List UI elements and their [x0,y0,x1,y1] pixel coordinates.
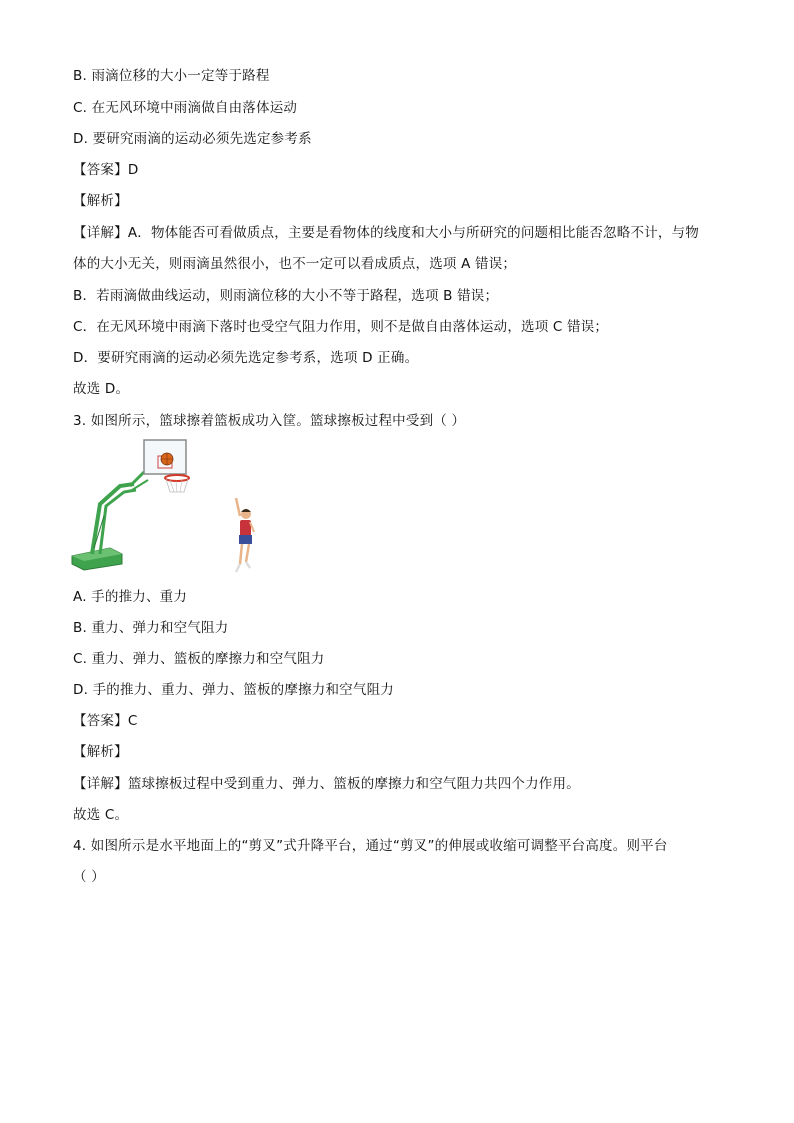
q3-answer [73,712,137,730]
q3-detail [73,775,580,793]
detail-text: 篮球擦板过程中受到重力、弹力、篮板的摩擦力和空气阻力共四个力作用。 [127,776,580,792]
basketball-icon [161,453,173,465]
q2-option-c: C. 在无风环境中雨滴做自由落体运动 [73,100,298,116]
q3-stem: 3. 如图所示，篮球擦着篮板成功入筐。篮球擦板过程中受到（ ） [73,413,466,429]
q3-analysis-label: 【解析】 [73,744,128,760]
detail-a-text: A．物体能否可看做质点，主要是看物体的线度和大小与所研究的问题相比能否忽略不计，与物 [127,225,699,241]
basketball-stand [72,472,148,570]
basketball-hoop [165,475,189,492]
q2-detail-a-line1 [73,224,699,242]
answer-label: 【答案】 [73,162,128,178]
q2-detail-b: B．若雨滴做曲线运动，则雨滴位移的大小不等于路程，选项 B 错误； [73,288,499,304]
q2-detail-d: D．要研究雨滴的运动必须先选定参考系，选项 D 正确。 [73,350,419,366]
answer-value: D [127,162,139,178]
q2-conclusion: 故选 D。 [73,381,130,397]
detail-label: 【详解】 [73,776,128,792]
answer-value: C [127,713,138,729]
q3-option-b: B. 重力、弹力和空气阻力 [73,620,229,636]
q2-detail-a-line2: 体的大小无关，则雨滴虽然很小，也不一定可以看成质点，选项 A 错误； [73,256,517,272]
q3-option-a: A. 手的推力、重力 [73,589,188,605]
q3-option-c: C. 重力、弹力、篮板的摩擦力和空气阻力 [73,651,325,667]
player-figure [236,498,254,572]
q2-option-b: B. 雨滴位移的大小一定等于路程 [73,68,270,84]
q4-stem-line2: （ ） [73,869,105,885]
q3-option-d: D. 手的推力、重力、弹力、篮板的摩擦力和空气阻力 [73,682,394,698]
q4-stem-line1: 4. 如图所示是水平地面上的“剪叉”式升降平台，通过“剪叉”的伸展或收缩可调整平台高度。则平台 [73,838,668,854]
q2-answer [73,161,138,179]
detail-label: 【详解】 [73,225,128,241]
answer-label: 【答案】 [73,713,128,729]
q2-option-d: D. 要研究雨滴的运动必须先选定参考系 [73,131,312,147]
q3-conclusion: 故选 C。 [73,807,129,823]
q2-detail-c: C．在无风环境中雨滴下落时也受空气阻力作用，则不是做自由落体运动，选项 C 错误； [73,319,609,335]
q2-analysis-label: 【解析】 [73,193,128,209]
basketball-figure [70,436,270,578]
